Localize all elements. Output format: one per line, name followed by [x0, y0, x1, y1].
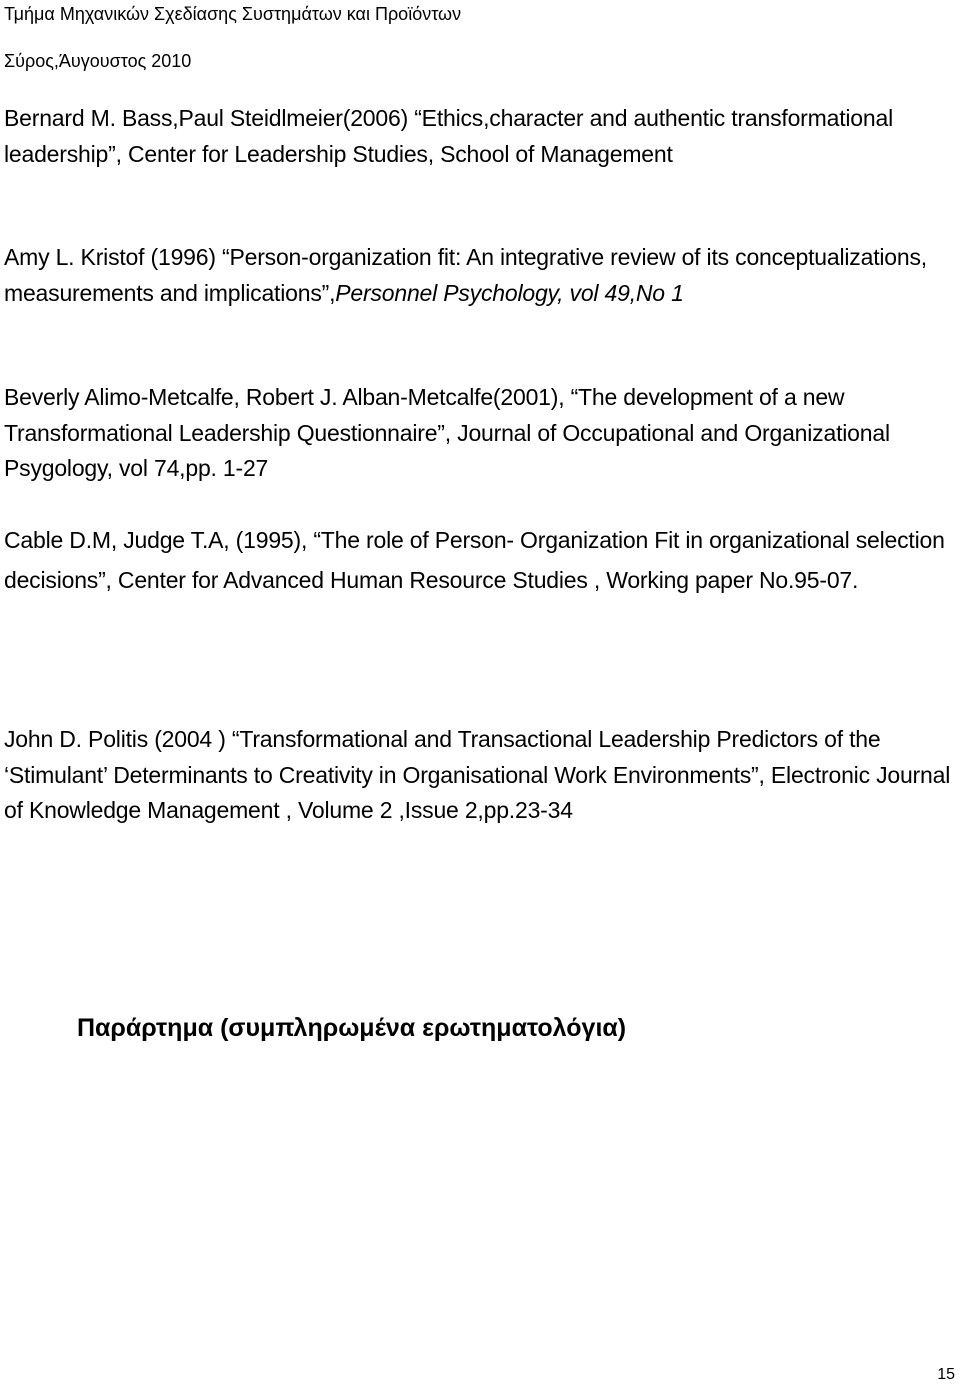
appendix-title: Παράρτημα (συμπληρωμένα ερωτηματολόγια)	[77, 1014, 627, 1042]
header-place-date: Σύρος,Άυγουστος 2010	[4, 51, 192, 71]
reference-text: John D. Politis (2004 ) “Transformational and Transactional Leadership Predictors of the ‘Stimulant’ Determinants to Creativity in Organisational Work Environments”, Electronic Journal of Knowledge Management , Volume 2 ,Issue 2,pp.23-34	[4, 726, 951, 823]
reference-text: Cable D.M, Judge T.A, (1995), “The role of Person- Organization Fit in organizational selection decisions”, Center for Advanced Human Resource Studies , Working paper No.95-07.	[4, 527, 945, 593]
reference-alimo-metcalfe	[4, 380, 956, 487]
reference-cable-judge	[4, 520, 956, 600]
reference-politis	[4, 722, 956, 829]
reference-text: Amy L. Kristof (1996) “Person-organization fit: An integrative review of its conceptualizations, measurements and implications”,	[4, 244, 927, 306]
header-department: Τμήμα Μηχανικών Σχεδίασης Συστημάτων και Προϊόντων	[4, 4, 462, 24]
page-number: 15	[937, 1366, 955, 1383]
reference-kristof	[4, 240, 956, 311]
reference-text: Bernard M. Bass,Paul Steidlmeier(2006) “Ethics,character and authentic transformational leadership”, Center for Leadership Studies, School of Management	[4, 105, 893, 167]
reference-bass-steidlmeier	[4, 101, 956, 172]
reference-text: Beverly Alimo-Metcalfe, Robert J. Alban-Metcalfe(2001), “The development of a new Transformational Leadership Questionnaire”, Journal of Occupational and Organizational Psygology, vol 74,pp. 1-27	[4, 384, 890, 481]
reference-journal-italic: Personnel Psychology, vol 49,No 1	[335, 279, 684, 306]
